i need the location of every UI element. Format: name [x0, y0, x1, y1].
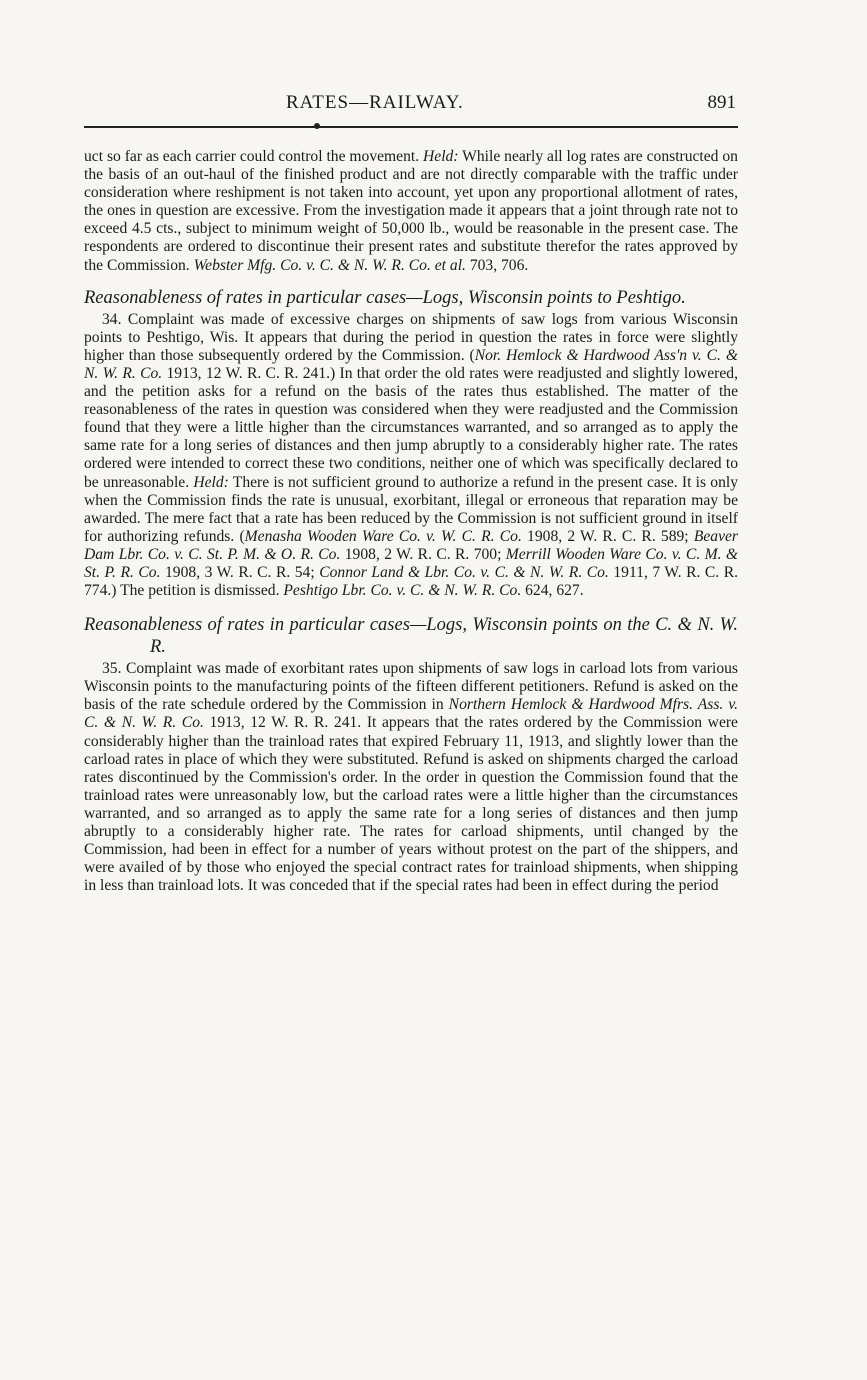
page-number: 891: [707, 92, 736, 113]
case-citation: Nor. Hemlock & Hardwood Ass'n v. C. & N. W. R. Co.: [84, 346, 739, 382]
case-citation: Merrill Wooden Ware Co. v. C. M. & St. P. R. Co.: [84, 545, 738, 581]
held-label: Held:: [193, 473, 229, 491]
section-heading-34: Reasonableness of rates in particular cases—Logs, Wisconsin points to Peshtigo.: [84, 287, 686, 308]
section-paragraph-34: 34. Complaint was made of excessive charges on shipments of saw logs from various Wisconsin points to Peshtigo, Wis. It appears that during the period in question the rates in force were slightly higher than those subsequently ordered by the Commission. (Nor. Hemlock & Hardwood Ass'n v. C. & N. W. R. Co. 1913, 12 W. R. C. R. 241.) In that order the old rates were readjusted and slightly lowered, and the petition asks for a refund on the basis of the rates thus established. The matter of the reasonableness of the rates in question was considered when they were readjusted and the Commission found that they were a little higher than the circumstances warranted, and so arranged as to apply the same rate for a long series of distances and then jump abruptly to a considerably higher rate. The rates ordered were intended to correct these two conditions, neither one of which was specifically declared to be unreasonable. Held: There is not sufficient ground to authorize a refund in the present case. It is only when the Commission finds the rate is unusual, exorbitant, illegal or erroneous that reparation may be awarded. The mere fact that a rate has been reduced by the Commission is not sufficient ground in itself for authorizing refunds. (Menasha Wooden Ware Co. v. W. C. R. Co. 1908, 2 W. R. C. R. 589; Beaver Dam Lbr. Co. v. C. St. P. M. & O. R. Co. 1908, 2 W. R. C. R. 700; Merrill Wooden Ware Co. v. C. M. & St. P. R. Co. 1908, 3 W. R. C. R. 54; Connor Land & Lbr. Co. v. C. & N. W. R. Co. 1911, 7 W. R. C. R. 774.) The petition is dismissed. Peshtigo Lbr. Co. v. C. & N. W. R. Co. 624, 627.: [84, 310, 739, 600]
section-heading-35: Reasonableness of rates in particular cases—Logs, Wisconsin points on the C. & N. W. R.: [84, 615, 738, 658]
page-header: [84, 90, 738, 124]
page-body: [84, 148, 738, 895]
case-citation: Webster Mfg. Co. v. C. & N. W. R. Co. et al.: [193, 256, 466, 274]
held-label: Held:: [423, 148, 459, 165]
running-title: RATES—RAILWAY.: [286, 92, 464, 113]
case-citation: Peshtigo Lbr. Co. v. C. & N. W. R. Co.: [283, 582, 522, 600]
case-citation: Northern Hemlock & Hardwood Mfrs. Ass. v. C. & N. W. R. Co.: [84, 696, 738, 732]
section-paragraph-35: 35. Complaint was made of exorbitant rates upon shipments of saw logs in carload lots from various Wisconsin points to the manufacturing points of the fifteen different petitioners. Refund is asked on the basis of the rate schedule ordered by the Commission in Northern Hemlock & Hardwood Mfrs. Ass. v. C. & N. W. R. Co. 1913, 12 W. R. R. 241. It appears that the rates ordered by the Commission were considerably higher than the trainload rates that expired February 11, 1913, and slightly lower than the carload rates in place of which they were substituted. Refund is asked on shipments charged the carload rates discontinued by the Commission's order. In the order in question the Commission found that the trainload rates were unreasonably low, but the carload rates were a little higher than the circumstances warranted, and so arranged as to apply the same rate for a long series of distances and then jump abruptly to a considerably higher rate. The rates for carload shipments, until changed by the Commission, had been in effect for a number of years without protest on the part of the shippers, and were availed of by those who enjoyed the special contract rates for trainload shipments, when shipping in less than trainload lots. It was conceded that if the special rates had been in effect during the period: [84, 660, 738, 895]
case-citation: Menasha Wooden Ware Co. v. W. C. R. Co.: [244, 527, 522, 545]
continuation-paragraph: uct so far as each carrier could control the movement. Held: While nearly all log rates are constructed on the basis of an out-haul of the finished product and are not directly comparable with the traffic under consideration where reshipment is not taken into account, yet upon any proportional allotment of rates, the ones in question are excessive. From the investigation made it appears that a joint through rate not to exceed 4.5 cts., subject to minimum weight of 50,000 lb., would be reasonable in the present case. The respondents are ordered to discontinue their present rates and substitute therefor the rates approved by the Commission. Webster Mfg. Co. v. C. & N. W. R. Co. et al. 703, 706.: [84, 148, 738, 274]
case-citation: Beaver Dam Lbr. Co. v. C. St. P. M. & O. R. Co.: [84, 527, 738, 563]
header-rule-ornament: [314, 123, 320, 129]
case-citation: Connor Land & Lbr. Co. v. C. & N. W. R. Co.: [319, 563, 609, 581]
header-rule: [84, 126, 738, 128]
